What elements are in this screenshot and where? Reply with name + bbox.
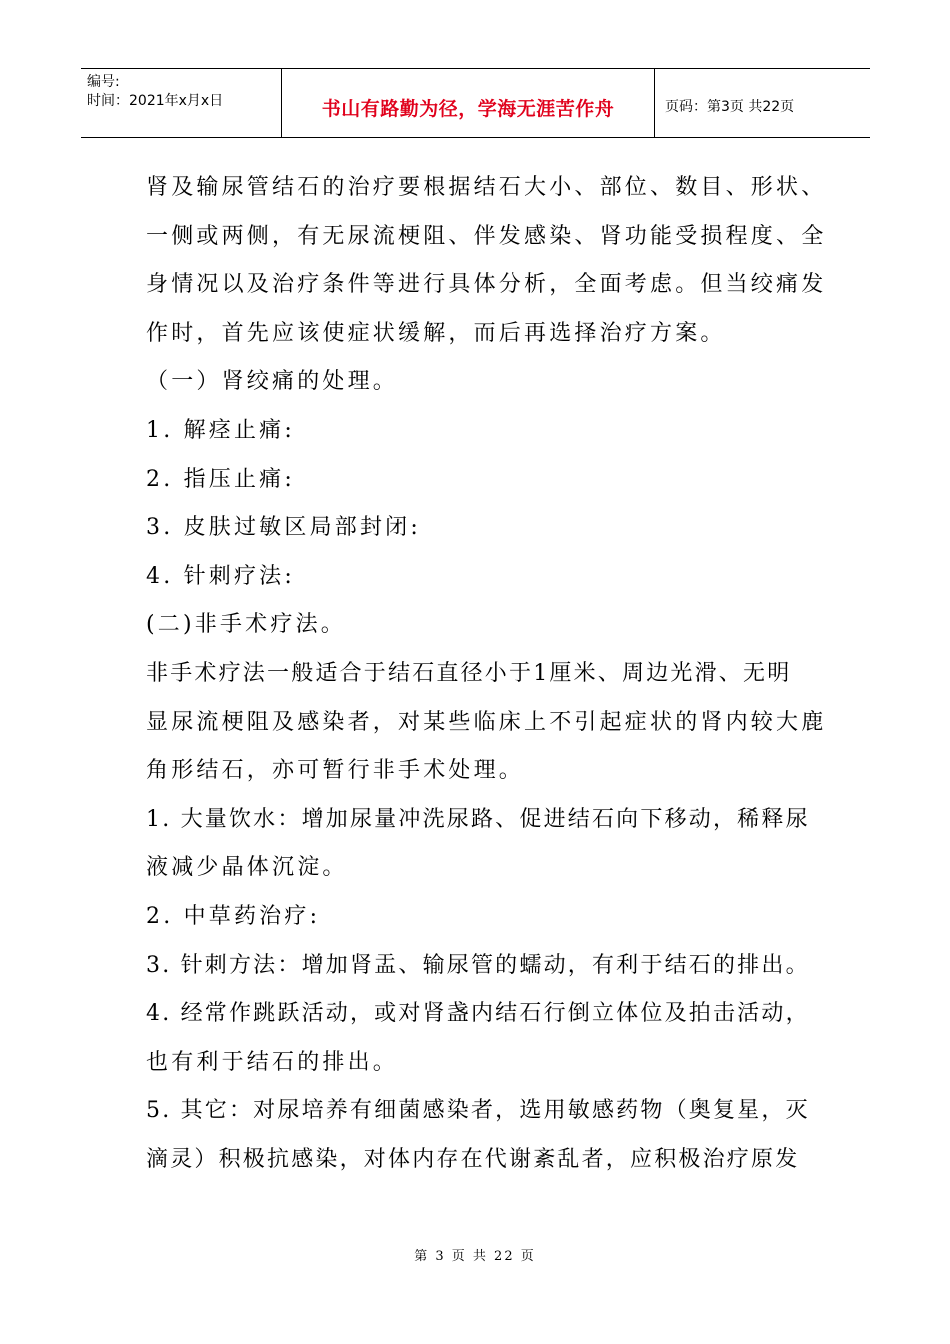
body-line: 显尿流梗阻及感染者，对某些临床上不引起症状的肾内较大鹿	[146, 709, 827, 735]
body-line: 作时，首先应该使症状缓解，而后再选择治疗方案。	[146, 320, 726, 346]
body-line: 一侧或两侧，有无尿流梗阻、伴发感染、肾功能受损程度、全	[146, 223, 827, 249]
header-slogan: 书山有路勤为径，学海无涯苦作舟	[282, 69, 655, 137]
body-line: 也有利于结石的排出。	[146, 1049, 399, 1075]
section-heading: (二)非手术疗法。	[146, 612, 346, 638]
header-meta	[81, 69, 282, 137]
list-item: 2. 中草药治疗:	[146, 903, 321, 929]
section-heading: （一）肾绞痛的处理。	[146, 369, 399, 395]
list-item: 4. 经常作跳跃活动，或对肾盏内结石行倒立体位及拍击活动，	[146, 1001, 810, 1027]
body-line: 身情况以及治疗条件等进行具体分析，全面考虑。但当绞痛发	[146, 272, 827, 298]
list-item: 3. 针刺方法：增加肾盂、输尿管的蠕动，有利于结石的排出。	[146, 952, 810, 978]
body-line: 肾及输尿管结石的治疗要根据结石大小、部位、数目、形状、	[146, 175, 827, 200]
page-header	[81, 68, 870, 138]
body-line: 非手术疗法一般适合于结石直径小于1厘米、周边光滑、无明	[146, 660, 792, 686]
page-footer: 第 3 页 共 22 页	[414, 1249, 536, 1264]
header-page-info: 页码：第3页 共22页	[665, 99, 795, 115]
body-line: 角形结石，亦可暂行非手术处理。	[146, 758, 525, 784]
document-number-label: 编号:	[87, 74, 120, 90]
list-item: 3. 皮肤过敏区局部封闭:	[146, 515, 421, 541]
list-item: 2. 指压止痛:	[146, 466, 295, 492]
list-item: 1. 解痉止痛:	[146, 417, 295, 443]
list-item: 1. 大量饮水：增加尿量冲洗尿路、促进结石向下移动，稀释尿	[146, 806, 810, 832]
document-time: 时间：2021年x月x日	[87, 93, 224, 109]
document-body	[146, 164, 827, 1184]
body-line: 滴灵）积极抗感染，对体内存在代谢紊乱者，应积极治疗原发	[146, 1146, 800, 1172]
list-item: 4. 针刺疗法:	[146, 563, 295, 589]
body-line: 液减少晶体沉淀。	[146, 855, 348, 881]
list-item: 5. 其它：对尿培养有细菌感染者，选用敏感药物（奥复星，灭	[146, 1098, 810, 1124]
